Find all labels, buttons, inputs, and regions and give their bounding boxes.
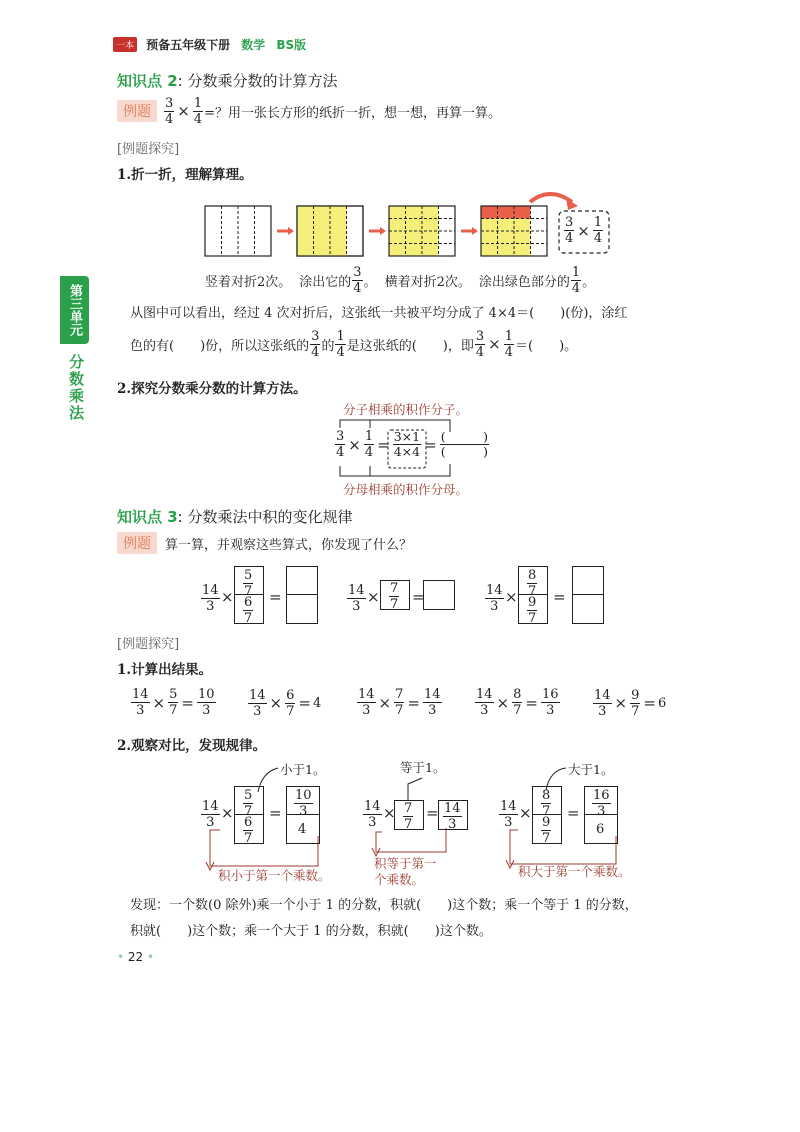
finding-line-1: 发现：一个数(0 除外)乘一个小于 1 的分数，积就( )这个数；乘一个等于 1 的分数， — [130, 898, 638, 913]
less-result-note: 积小于第一个乘数。 — [218, 868, 331, 883]
fold-rect-4 — [481, 206, 547, 256]
folding-diagram — [200, 188, 620, 268]
fold-result-expr: $\frac{3}{4}$ × $\frac{1}{4}$ — [565, 215, 603, 246]
example-2-badge: 例题 — [117, 532, 157, 554]
brand-logo: 一本 — [113, 37, 137, 52]
method-bottom-note: 分母相乘的积作分母。 — [343, 482, 469, 497]
topic-label: 分数乘法 — [67, 354, 85, 422]
subject: 数学 — [241, 38, 266, 52]
kp2-label: 知识点 2 — [117, 72, 178, 90]
knowledge-point-2: 知识点 2: 分数乘分数的计算方法 — [117, 72, 338, 90]
kp3-label: 知识点 3 — [117, 508, 178, 526]
compare-group-more: 大于1。 $\frac{14}{3}$ × $\frac{8}{7}$ $\frac{9}{7}$ = $\frac{16}{3}$ 6 积大于第一个乘数。 — [500, 762, 631, 879]
fold-rect-2 — [297, 206, 363, 256]
fold-captions: 竖着对折2次。 涂出它的 $\frac{3}{4}$ 。 横着对折2次。 涂出绿色部分的 $\frac{1}{4}$ 。 — [205, 265, 596, 296]
result-5: $\frac{14}{3}$ × $\frac{9}{7}$ = 6 — [594, 687, 667, 719]
fold-rect-3 — [389, 206, 455, 256]
example-1: 例题 $\frac{3}{4}$ × $\frac{1}{4}$ =？用一张长方形的纸折一折，想一想，再算一算。 — [117, 96, 501, 126]
paragraph-1-line-1: 从图中可以看出，经过 4 次对折后，这张纸一共被平均分成了 4×4＝( )(份)，涂红 — [130, 306, 628, 321]
knowledge-point-3: 知识点 3: 分数乘法中积的变化规律 — [117, 508, 353, 526]
side-tab — [60, 276, 90, 422]
compare-group-equal: 等于1。 $\frac{14}{3}$ × $\frac{7}{7}$ = $\frac{14}{3}$ 积等于第一 个乘数。 — [362, 756, 482, 886]
explore-tag-1: [例题探究] — [117, 142, 180, 157]
compare-group-less: 小于1。 $\frac{14}{3}$ × $\frac{5}{7}$ $\frac{6}{7}$ = $\frac{10}{3}$ 4 积小于第一个乘数。 — [202, 762, 331, 883]
step-4: 2.观察对比，发现规律。 — [117, 738, 267, 754]
curved-arrow-icon — [530, 194, 572, 202]
answer-box[interactable] — [572, 566, 604, 624]
answer-box[interactable] — [423, 580, 455, 610]
step-3: 1.计算出结果。 — [117, 662, 213, 678]
method-top-note: 分子相乘的积作分子。 — [343, 402, 469, 417]
book-title: 预备五年级下册 — [146, 38, 231, 52]
example-badge: 例题 — [117, 100, 157, 122]
example-2: 例题 算一算，并观察这些算式，你发现了什么？ — [117, 532, 412, 554]
method-expression: $\frac{3}{4}$ × $\frac{1}{4}$ = $\frac{3\times 1}{4\times 4}$ = $\frac{( )}{( )}$ — [336, 428, 488, 460]
kp2-title: 分数乘分数的计算方法 — [187, 72, 338, 90]
unit-tab: 第三单元 — [60, 276, 89, 344]
header — [113, 34, 306, 53]
step-2: 2.探究分数乘分数的计算方法。 — [117, 381, 307, 397]
step-1: 1.折一折，理解算理。 — [117, 167, 253, 183]
finding-line-2: 积就( )这个数；乘一个大于 1 的分数，积就( )这个数。 — [130, 924, 492, 939]
fold-rect-1 — [205, 206, 271, 256]
edition: BS版 — [276, 38, 307, 52]
page-number: • 22 • — [117, 950, 155, 964]
kp3-title: 分数乘法中积的变化规律 — [187, 508, 353, 526]
result-1: $\frac{14}{3}$ × $\frac{5}{7}$ = $\frac{10}{3}$ — [132, 687, 215, 718]
result-3: $\frac{14}{3}$ × $\frac{7}{7}$ = $\frac{14}{3}$ — [358, 687, 441, 718]
explore-tag-2: [例题探究] — [117, 637, 180, 652]
paragraph-1-line-2: 色的有( )份，所以这张纸的 $\frac{3}{4}$ 的 $\frac{1}{4}$ 是这张纸的( )，即 $\frac{3}{4}$ × $\frac{1}{4}$ ＝( )。 — [130, 328, 578, 360]
more-result-note: 积大于第一个乘数。 — [518, 864, 631, 879]
result-4: $\frac{14}{3}$ × $\frac{8}{7}$ = $\frac{16}{3}$ — [476, 687, 559, 718]
result-2: $\frac{14}{3}$ × $\frac{6}{7}$ = 4 — [249, 687, 322, 719]
answer-box[interactable] — [286, 566, 318, 624]
example-1-text: =？用一张长方形的纸折一折，想一想，再算一算。 — [204, 105, 502, 121]
